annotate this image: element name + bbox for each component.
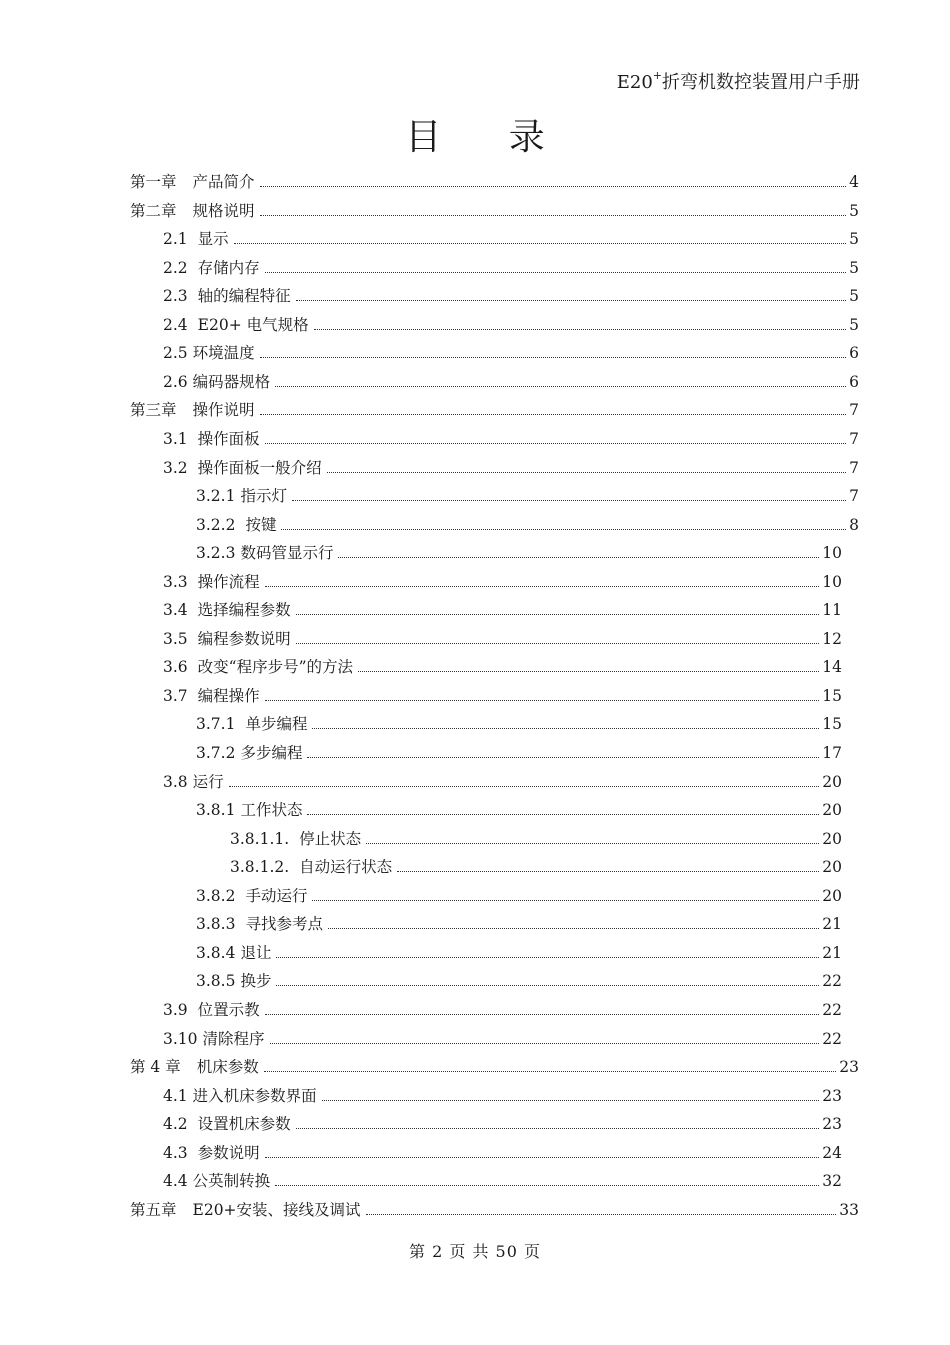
toc-entry-page: 6	[849, 372, 859, 391]
toc-entry-title: 单步编程	[245, 715, 308, 734]
toc-entry-page: 33	[839, 1200, 859, 1219]
toc-entry-number: 3.8.5	[196, 972, 236, 991]
toc-entry-label	[163, 629, 293, 649]
toc-dot-leader	[366, 1214, 837, 1215]
toc-dot-leader	[296, 614, 820, 615]
running-header	[617, 66, 860, 95]
toc-dot-leader	[229, 786, 820, 787]
toc-entry-title: E20+ 电气规格	[197, 315, 309, 334]
toc-entry-number: 2.3	[163, 287, 188, 306]
toc-entry-title: 自动运行状态	[299, 858, 393, 877]
toc-dot-leader	[296, 643, 820, 644]
toc-entry-number: 4.4	[163, 1172, 188, 1191]
toc-entry-page: 22	[822, 1000, 842, 1019]
toc-dot-leader	[260, 186, 847, 187]
toc-entry[interactable]	[163, 1021, 842, 1049]
toc-entry-label	[163, 429, 262, 449]
toc-entry[interactable]	[130, 392, 859, 420]
toc-entry-number: 3.7	[163, 686, 188, 705]
toc-entry-number: 2.4	[163, 315, 188, 334]
toc-entry-title: 编程操作	[197, 686, 260, 705]
toc-entry-number: 3.8.3	[196, 915, 236, 934]
toc-dot-leader	[296, 300, 846, 301]
toc-entry-title: 机床参数	[196, 1058, 259, 1077]
toc-entry-title: 编程参数说明	[197, 629, 291, 648]
toc-entry-title: 存储内存	[197, 258, 260, 277]
toc-entry-page: 17	[822, 744, 842, 762]
toc-entry-page: 23	[839, 1058, 859, 1077]
toc-dot-leader	[275, 1185, 819, 1186]
toc-entry[interactable]	[163, 250, 859, 278]
toc-dot-leader	[265, 700, 820, 701]
toc-dot-leader	[275, 386, 846, 387]
toc-entry-label	[163, 1171, 272, 1191]
toc-entry-page: 7	[849, 458, 859, 477]
toc-entry-title: 环境温度	[192, 344, 255, 363]
toc-dot-leader	[296, 1128, 820, 1129]
toc-entry-title: 参数说明	[197, 1143, 260, 1162]
toc-entry-title: 操作面板	[197, 429, 260, 448]
toc-entry-label	[163, 458, 324, 478]
toc-entry[interactable]	[163, 592, 842, 620]
toc-entry-number: 2.2	[163, 258, 188, 277]
toc-entry-number: 3.9	[163, 1000, 188, 1019]
toc-entry-number: 3.10	[163, 1029, 198, 1048]
toc-entry-page: 20	[822, 801, 842, 820]
toc-entry[interactable]	[163, 1135, 842, 1163]
toc-entry[interactable]	[163, 364, 859, 392]
toc-entry-label	[230, 829, 363, 849]
toc-entry-page: 7	[849, 487, 859, 506]
toc-entry-page: 22	[822, 1029, 842, 1048]
toc-entry-title: 多步编程	[240, 744, 303, 762]
toc-dot-leader	[338, 557, 819, 558]
toc-entry[interactable]	[196, 935, 842, 963]
toc-entry-label	[130, 172, 257, 192]
toc-entry-number: 3.3	[163, 572, 188, 591]
toc-entry-label	[163, 1114, 293, 1134]
toc-entry-label	[196, 914, 325, 934]
toc-entry-number: 3.8	[163, 772, 188, 791]
toc-entry-page: 6	[849, 344, 859, 363]
toc-entry[interactable]	[130, 164, 859, 192]
toc-dot-leader	[265, 1014, 820, 1015]
toc-entry-label	[163, 286, 293, 306]
toc-entry[interactable]	[230, 849, 842, 877]
toc-entry-label	[163, 772, 226, 792]
toc-entry[interactable]	[130, 193, 859, 221]
toc-entry-page: 24	[822, 1143, 842, 1162]
toc-entry-page: 23	[822, 1086, 842, 1105]
toc-entry-label	[163, 1000, 262, 1020]
toc-entry-page: 14	[822, 658, 842, 677]
toc-entry-number: 3.2.1	[196, 487, 236, 506]
toc-entry[interactable]	[196, 478, 859, 506]
toc-entry-title: 操作说明	[192, 401, 255, 420]
toc-entry[interactable]	[196, 507, 859, 535]
toc-dot-leader	[260, 215, 847, 216]
toc-entry-number: 3.2.2	[196, 515, 236, 534]
toc-entry-number: 3.8.1.1.	[230, 829, 290, 848]
toc-dot-leader	[265, 586, 820, 587]
toc-entry-title: 选择编程参数	[197, 601, 291, 620]
toc-dot-leader	[264, 1071, 837, 1072]
toc-entry-page: 7	[849, 401, 859, 420]
toc-entry-number: 第 4 章	[130, 1058, 181, 1077]
toc-dot-leader	[276, 985, 819, 986]
toc-entry-number: 2.1	[163, 230, 188, 249]
toc-entry-page: 32	[822, 1172, 842, 1191]
toc-entry[interactable]	[163, 421, 859, 449]
toc-entry-number: 3.8.1.2.	[230, 858, 290, 877]
toc-entry-label	[196, 943, 273, 963]
toc-dot-leader	[397, 871, 819, 872]
toc-entry-number: 3.6	[163, 658, 188, 677]
page-footer: 第 2 页 共 50 页	[409, 1242, 541, 1261]
toc-entry-label	[163, 657, 355, 677]
toc-entry-label	[196, 971, 273, 991]
toc-dot-leader	[265, 443, 846, 444]
toc-entry-number: 第二章	[130, 201, 177, 220]
toc-entry[interactable]	[163, 278, 859, 306]
toc-entry-number: 4.1	[163, 1086, 188, 1105]
toc-entry-title: 工作状态	[240, 801, 303, 820]
toc-dot-leader	[307, 814, 819, 815]
toc-entry-label	[196, 886, 309, 906]
toc-entry-title: 换步	[240, 972, 272, 991]
toc-entry-number: 2.6	[163, 372, 188, 391]
toc-entry-number: 3.4	[163, 601, 188, 620]
toc-entry-title: 寻找参考点	[245, 915, 323, 934]
toc-entry-page: 10	[822, 572, 842, 591]
toc-entry-number: 3.8.1	[196, 801, 236, 820]
header-text-rest: 折弯机数控装置用户手册	[662, 72, 860, 93]
toc-dot-leader	[260, 414, 847, 415]
toc-entry[interactable]	[163, 764, 842, 792]
toc-entry-page: 7	[849, 429, 859, 448]
toc-entry-page: 4	[849, 173, 859, 191]
toc-entry-label	[163, 372, 272, 392]
toc-entry-title: 位置示教	[197, 1000, 260, 1019]
toc-entry-page: 22	[822, 972, 842, 991]
page-title	[0, 114, 950, 162]
toc-entry-number: 第一章	[130, 173, 177, 191]
toc-entry-title: 手动运行	[245, 886, 308, 905]
toc-entry-label	[230, 857, 394, 877]
toc-dot-leader	[265, 272, 846, 273]
toc-entry-number: 2.5	[163, 344, 188, 363]
toc-entry-page: 5	[849, 315, 859, 334]
toc-entry-label	[163, 258, 262, 278]
toc-entry-title: 编码器规格	[192, 372, 271, 391]
toc-entry-label	[163, 600, 293, 620]
header-text-main: E20	[616, 72, 653, 93]
toc-dot-leader	[328, 928, 819, 929]
toc-entry-number: 4.3	[163, 1143, 188, 1162]
toc-entry-label	[163, 1143, 262, 1163]
toc-dot-leader	[312, 728, 819, 729]
toc-entry[interactable]	[163, 1106, 842, 1134]
toc-dot-leader	[366, 843, 819, 844]
toc-entry-title: E20+安装、接线及调试	[192, 1200, 361, 1219]
toc-dot-leader	[327, 472, 846, 473]
toc-dot-leader	[276, 957, 819, 958]
toc-entry[interactable]	[196, 735, 842, 763]
toc-entry-label	[163, 315, 311, 335]
toc-entry[interactable]	[196, 706, 842, 734]
toc-entry-page: 10	[822, 544, 842, 563]
toc-entry-title: 操作面板一般介绍	[197, 458, 322, 477]
toc-entry-label	[130, 201, 257, 221]
toc-entry-label	[163, 343, 257, 363]
toc-dot-leader	[314, 329, 847, 330]
toc-entry-label	[163, 1086, 319, 1106]
title-char-1: 目	[405, 117, 442, 158]
toc-entry-page: 21	[822, 915, 842, 934]
toc-entry-label	[196, 800, 304, 820]
toc-dot-leader	[270, 1043, 820, 1044]
toc-entry-label	[163, 686, 262, 706]
toc-entry-title: 进入机床参数界面	[192, 1086, 317, 1105]
toc-entry-number: 3.2.3	[196, 544, 236, 563]
toc-entry-page: 15	[822, 715, 842, 734]
toc-entry[interactable]	[196, 535, 842, 563]
toc-dot-leader	[234, 243, 846, 244]
toc-entry-label	[196, 515, 278, 535]
toc-entry-title: 按键	[245, 515, 277, 534]
toc-entry-number: 3.5	[163, 629, 188, 648]
toc-entry-page: 11	[822, 601, 842, 620]
toc-dot-leader	[260, 357, 846, 358]
toc-entry-number: 3.7.2	[196, 744, 236, 762]
toc-entry-number: 3.1	[163, 429, 188, 448]
toc-entry[interactable]	[163, 1078, 842, 1106]
toc-dot-leader	[281, 529, 846, 530]
toc-entry-page: 12	[822, 629, 842, 648]
toc-dot-leader	[312, 900, 819, 901]
toc-entry-label	[130, 400, 257, 420]
toc-entry[interactable]	[196, 906, 842, 934]
toc-entry[interactable]	[196, 963, 842, 991]
toc-entry-title: 操作流程	[197, 572, 260, 591]
toc-dot-leader	[292, 500, 846, 501]
toc-entry[interactable]	[163, 307, 859, 335]
toc-entry-title: 显示	[197, 230, 229, 249]
toc-entry[interactable]	[130, 1049, 859, 1077]
toc-entry-label	[163, 1029, 267, 1049]
toc-entry-page: 20	[822, 772, 842, 791]
toc-entry-title: 公英制转换	[192, 1172, 271, 1191]
title-char-2: 录	[508, 117, 545, 158]
toc-entry-number: 第五章	[130, 1200, 177, 1219]
toc-entry-title: 清除程序	[202, 1029, 265, 1048]
header-superscript: +	[652, 69, 662, 82]
toc-entry-title: 退让	[240, 943, 272, 962]
toc-entry-title: 指示灯	[240, 487, 287, 506]
toc-entry-page: 23	[822, 1115, 842, 1134]
toc-entry-title: 停止状态	[299, 829, 362, 848]
toc-entry[interactable]	[230, 821, 842, 849]
toc-dot-leader	[307, 757, 819, 758]
toc-dot-leader	[322, 1100, 820, 1101]
toc-entry-number: 4.2	[163, 1115, 188, 1134]
toc-entry-number: 3.8.2	[196, 886, 236, 905]
toc-entry[interactable]	[163, 335, 859, 363]
toc-entry-label	[196, 714, 309, 734]
toc-entry-label	[163, 572, 262, 592]
toc-entry-page: 20	[822, 886, 842, 905]
toc-entry[interactable]	[163, 1163, 842, 1191]
toc-dot-leader	[265, 1157, 820, 1158]
toc-entry-page: 20	[822, 858, 842, 877]
toc-entry[interactable]	[163, 621, 842, 649]
toc-dot-leader	[358, 671, 819, 672]
toc-entry-title: 改变“程序步号”的方法	[197, 658, 354, 677]
toc-entry-number: 第三章	[130, 401, 177, 420]
toc-entry-label	[130, 1057, 261, 1077]
toc-entry-number: 3.8.4	[196, 943, 236, 962]
toc-entry-label	[130, 1200, 363, 1220]
toc-entry-label	[196, 486, 289, 506]
toc-entry-title: 轴的编程特征	[197, 287, 291, 306]
toc-entry-title: 运行	[192, 772, 224, 791]
toc-entry-title: 数码管显示行	[240, 544, 334, 563]
toc-entry[interactable]	[163, 564, 842, 592]
toc-entry[interactable]	[163, 649, 842, 677]
toc-entry[interactable]	[130, 1192, 859, 1220]
toc-entry-number: 3.2	[163, 458, 188, 477]
toc-entry-page: 20	[822, 829, 842, 848]
toc-entry-page: 8	[849, 515, 859, 534]
toc-entry-page: 5	[849, 287, 859, 306]
toc-entry-page: 5	[849, 201, 859, 220]
toc-entry-label	[196, 743, 304, 763]
toc-entry-label	[163, 229, 231, 249]
toc-entry-label	[196, 543, 335, 563]
toc-entry-page: 5	[849, 258, 859, 277]
toc-entry[interactable]	[196, 792, 842, 820]
toc-entry-title: 规格说明	[192, 201, 255, 220]
toc-entry-title: 设置机床参数	[197, 1115, 291, 1134]
toc-entry-page: 21	[822, 943, 842, 962]
toc-entry[interactable]	[163, 992, 842, 1020]
toc-entry-page: 15	[822, 686, 842, 705]
toc-entry[interactable]	[163, 221, 859, 249]
toc-entry[interactable]	[163, 678, 842, 706]
toc-entry[interactable]	[163, 450, 859, 478]
toc-entry-title: 产品简介	[192, 173, 255, 191]
toc-entry-page: 5	[849, 230, 859, 249]
toc-entry-number: 3.7.1	[196, 715, 236, 734]
toc-entry[interactable]	[196, 878, 842, 906]
